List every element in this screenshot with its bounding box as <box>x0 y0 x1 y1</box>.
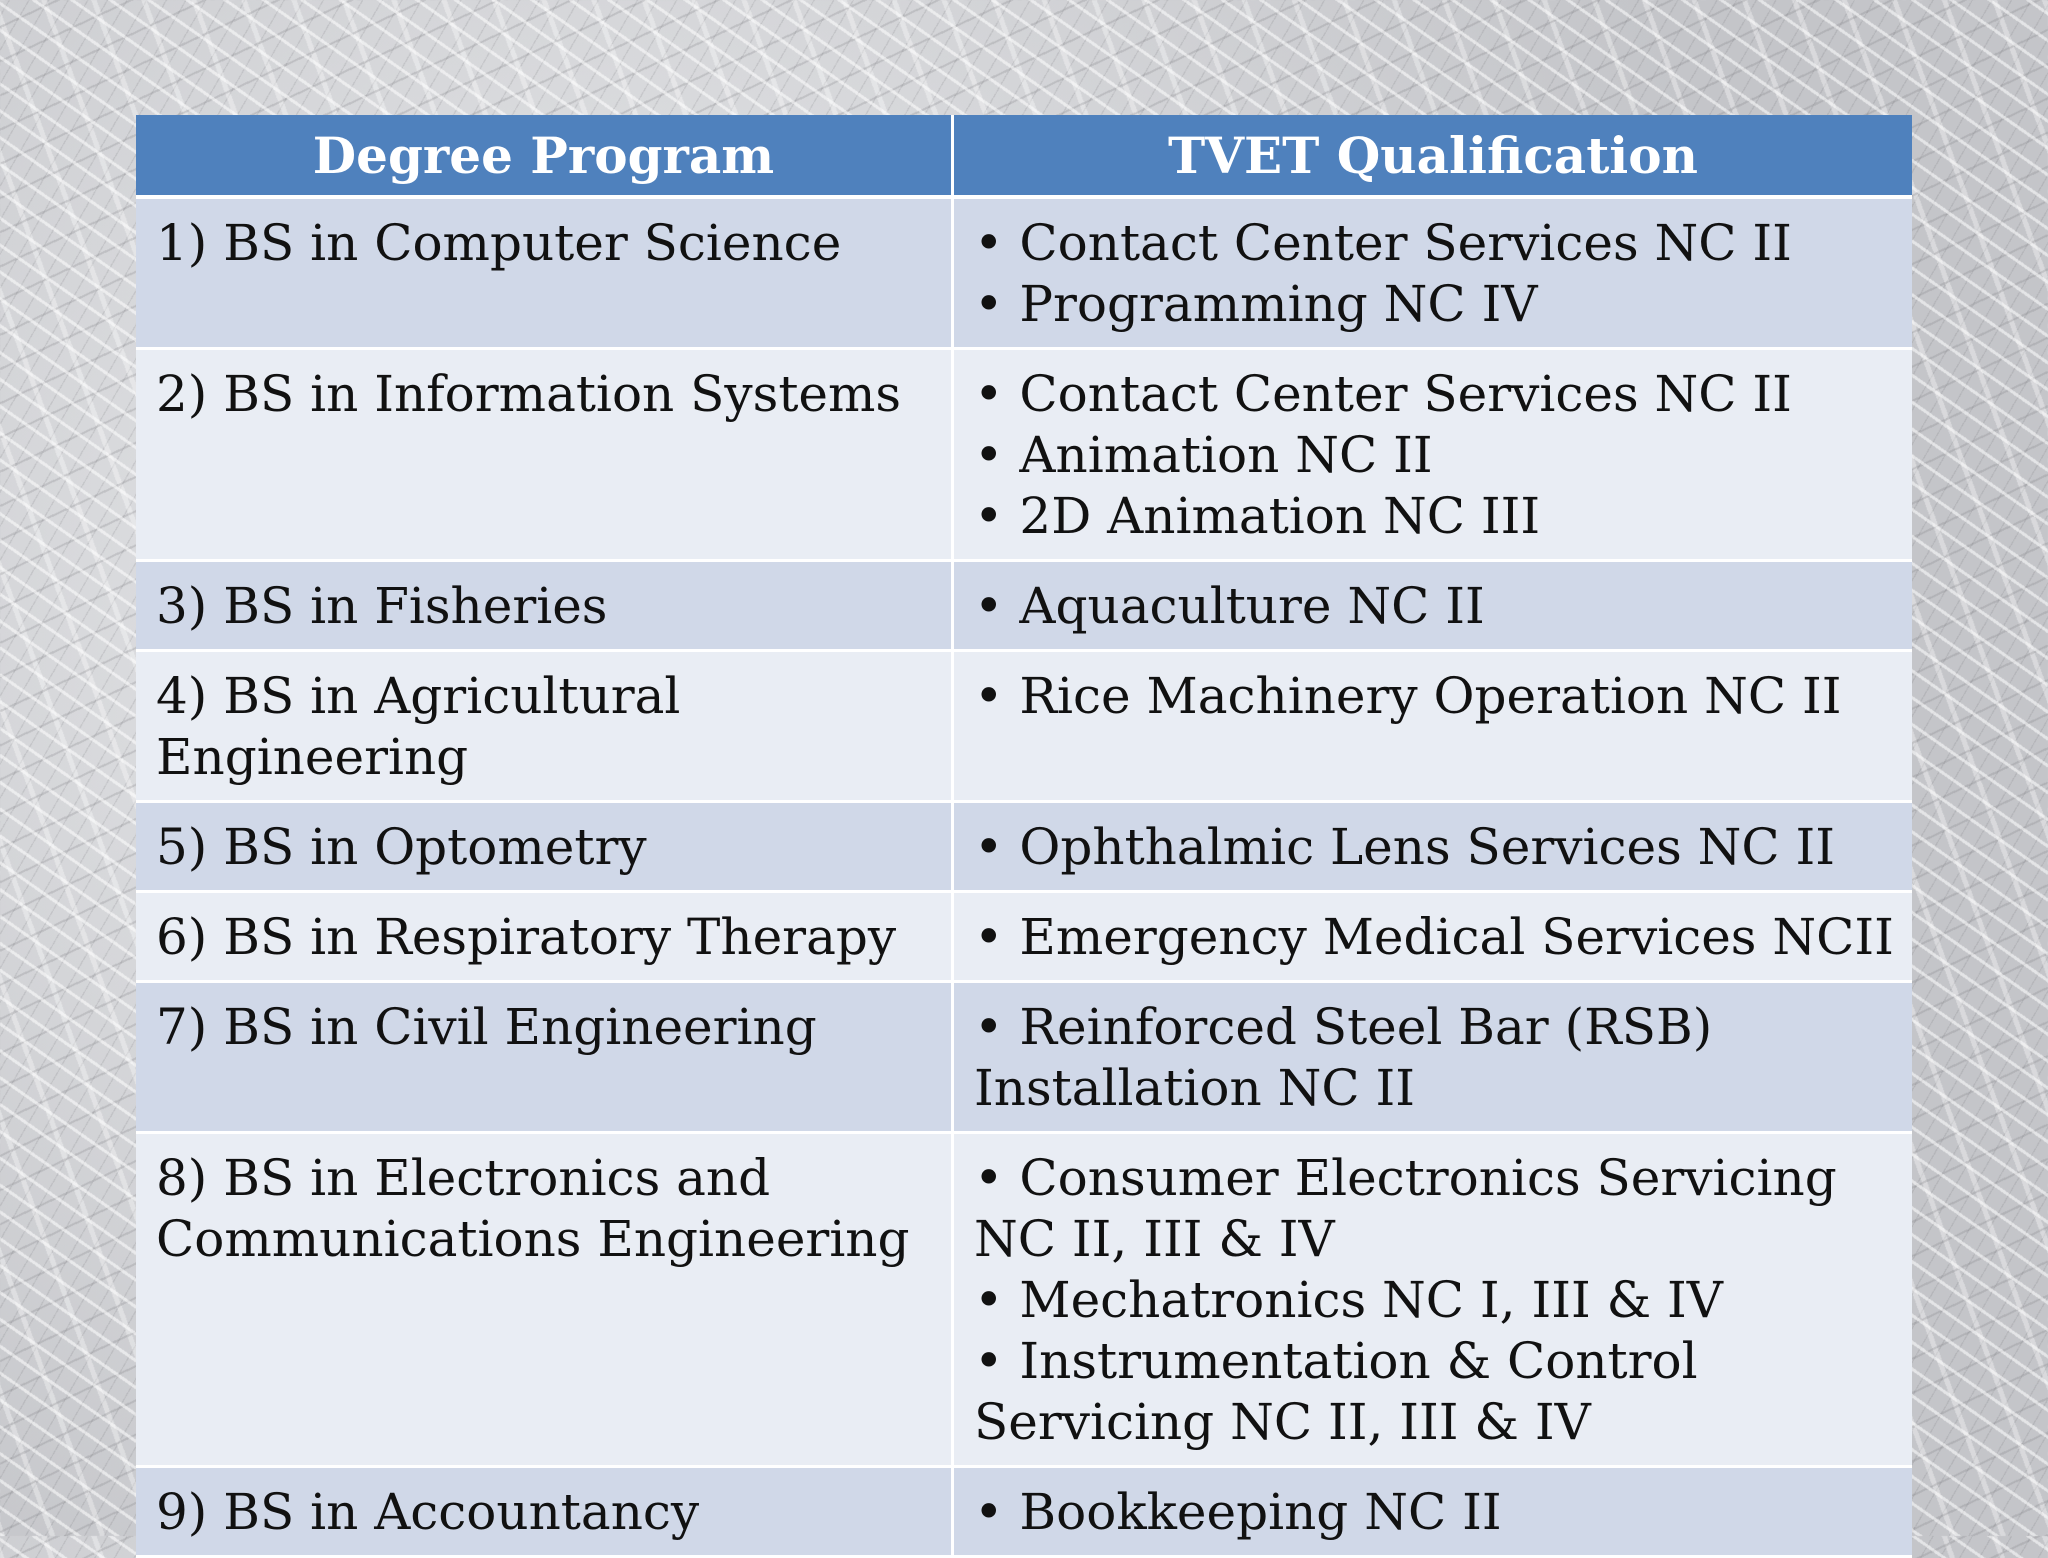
table-row <box>136 350 1912 562</box>
program-cell: 4) BS in Agricultural Engineering <box>136 652 954 803</box>
qualification-cell <box>954 1134 1912 1468</box>
qualification-cell <box>954 893 1912 983</box>
program-cell: 8) BS in Electronics and Communications Engineering <box>136 1134 954 1468</box>
qualification-item: • Animation NC II <box>974 426 1433 484</box>
program-cell: 1) BS in Computer Science <box>136 199 954 350</box>
program-cell: 7) BS in Civil Engineering <box>136 983 954 1134</box>
table-row <box>136 983 1912 1134</box>
qualification-item: • Bookkeeping NC II <box>974 1483 1502 1541</box>
table-row <box>136 1134 1912 1468</box>
qualification-cell <box>954 562 1912 652</box>
program-cell: 3) BS in Fisheries <box>136 562 954 652</box>
tvet-table <box>136 115 1912 1558</box>
qualification-item: • Rice Machinery Operation NC II <box>974 667 1842 725</box>
table-row <box>136 652 1912 803</box>
qualification-item: • Programming NC IV <box>974 275 1538 333</box>
table-row <box>136 562 1912 652</box>
qualification-item: • Contact Center Services NC II <box>974 365 1792 423</box>
qualification-item: • Consumer Electronics Servicing NC II, III & IV <box>974 1149 1837 1268</box>
header-degree-program: Degree Program <box>136 115 954 199</box>
qualification-cell <box>954 983 1912 1134</box>
table-row <box>136 199 1912 350</box>
qualification-cell <box>954 199 1912 350</box>
qualification-cell <box>954 652 1912 803</box>
qualification-item: • Instrumentation & Control Servicing NC II, III & IV <box>974 1332 1698 1451</box>
qualification-item: • Contact Center Services NC II <box>974 214 1792 272</box>
header-tvet-qualification: TVET Qualification <box>954 115 1912 199</box>
program-cell: 5) BS in Optometry <box>136 803 954 893</box>
table-row <box>136 1468 1912 1558</box>
program-cell: 2) BS in Information Systems <box>136 350 954 562</box>
qualification-item: • Reinforced Steel Bar (RSB) Installation NC II <box>974 998 1713 1117</box>
table-header-row <box>136 115 1912 199</box>
program-cell: 6) BS in Respiratory Therapy <box>136 893 954 983</box>
table-row <box>136 893 1912 983</box>
qualification-cell <box>954 350 1912 562</box>
qualification-cell <box>954 803 1912 893</box>
qualification-item: • Emergency Medical Services NCII <box>974 908 1894 966</box>
table-row <box>136 803 1912 893</box>
qualification-item: • Ophthalmic Lens Services NC II <box>974 818 1836 876</box>
qualification-item: • 2D Animation NC III <box>974 487 1541 545</box>
qualification-item: • Aquaculture NC II <box>974 577 1485 635</box>
qualification-item: • Mechatronics NC I, III & IV <box>974 1271 1723 1329</box>
program-cell: 9) BS in Accountancy <box>136 1468 954 1558</box>
qualification-cell <box>954 1468 1912 1558</box>
